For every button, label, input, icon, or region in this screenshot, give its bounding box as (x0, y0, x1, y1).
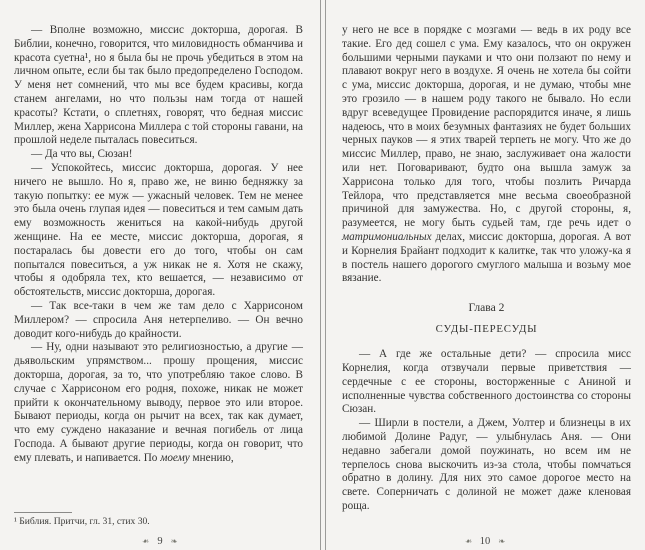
chapter-title: Глава 2 (468, 301, 505, 315)
floral-ornament-icon: ❧ (142, 536, 150, 547)
left-page-text (14, 24, 303, 466)
paragraph: — Вполне возможно, миссис докторша, дорогая. В Библии, конечно, говорится, что миловидность обманчива и красота суетна¹, но я была бы не прочь убедиться в этом на личном опыте, если бы так было предопределено Господом. У меня нет сомнений, что мы все будем красивы, когда станем ангелами, но что пользы нам тогда от нашей красоты? Кстати, о сплетнях, говорят, что бедная миссис Миллер, жена Харрисона Миллера с той стороны гавани, на прошлой неделе пыталась повеситься. (14, 24, 303, 147)
italic-word: матримониальных (342, 230, 432, 243)
paragraph: — Так все-таки в чем же там дело с Харрисоном Миллером? — спросила Аня нетерпеливо. — Он вечно доводит кого-нибудь до крайности. (14, 299, 303, 340)
left-page (0, 0, 320, 550)
paragraph-text: делах, миссис докторша, дорогая. А вот и Корнелия Брайант подходит к калитке, так что уложу-ка я в постель нашего дорогого смуглого малыша и возьму мое вязание. (342, 230, 631, 285)
right-page (325, 0, 645, 550)
page-number: 10 (479, 536, 491, 547)
floral-ornament-icon: ❧ (464, 536, 472, 547)
page-number: 9 (157, 536, 163, 547)
paragraph: — Успокойтесь, миссис докторша, дорогая. У нее ничего не вышло. Но я, право же, не виню бедняжку за такую попытку: ее муж — ужасный человек. Тем не менее это была очень глупая идея — повеситься и тем самым дать ему возможность жениться на какой-нибудь другой женщине. На ее месте, миссис докторша, дорогая, я постаралась бы довести его до того, чтобы он сам попытался повеситься, а уж никак не я. Хотя не скажу, чтобы я одобряла тех, кто вешается, — независимо от обстоятельств, миссис докторша, дорогая. (14, 161, 303, 299)
paragraph-text: — Ну, одни называют это религиозностью, а другие — дьявольским упрямством... прошу прощения, миссис докторша, дорогая, за то, что употребляю такое слово. В случае с Харрисоном его родня, похоже, никак не может прийти к окончательному выводу, первое это или второе. Бывают периоды, когда он рычит на всех, так как думает, что ему суждено наказание и вечная погибель от лица Господа. А бывают другие периоды, когда он говорит, что ему плевать, и напивается. По (14, 341, 303, 464)
italic-word: моему (160, 451, 190, 464)
paragraph-text: мнению, (189, 451, 234, 464)
footnote: ¹ Библия. Притчи, гл. 31, стих 30. (14, 516, 150, 527)
footnote-rule (14, 512, 72, 513)
paragraph-text: у него не все в порядке с мозгами — ведь в их роду все такие. Его дед сошел с ума. Ему казалось, что он окружен большими черными пауками и что они ползают по нему и плавают вокруг него в воздухе. Я очень не хотела бы сойти с ума, миссис докторша, дорогая, и не думаю, чтобы мне это грозило — в нашем роду такого не бывало. Но если вдруг всеведущее Провидение распорядится иначе, я лишь надеюсь, что в моих безумных фантазиях не будет больших черных пауков — я этих тварей терпеть не могу. Что же до миссис Миллер, право, не знаю, заслуживает она жалости или нет. Поговаривают, будто она вышла замуж за Харрисона только для того, чтобы позлить Ричарда Тейлора, что представляется мне весьма своеобразной причиной для замужества. Но, с другой стороны, я, разумеется, не могу быть судьей там, где речь идет о (342, 24, 631, 230)
floral-ornament-icon: ❧ (498, 536, 506, 547)
paragraph: — Ширли в постели, а Джем, Уолтер и близнецы в их любимой Долине Радуг, — улыбнулась Аня. — Они недавно забегали домой поужинать, но всем им не терпелось снова выскочить из-за стола, чтобы помчаться обратно в долину. Для них это самое дорогое место на свете. Соперничать с долиной не может даже кленовая роща. (342, 417, 631, 512)
paragraph (342, 24, 631, 286)
right-page-footer (325, 536, 645, 547)
chapter-subtitle: СУДЫ-ПЕРЕСУДЫ (435, 323, 538, 336)
paragraph: — А где же остальные дети? — спросила мисс Корнелия, когда отзвучали первые приветствия — сердечные с ее стороны, восторженные с Аниной и исполненные чувства собственного достоинства со стороны Сюзан. (342, 348, 631, 416)
floral-ornament-icon: ❧ (170, 536, 178, 547)
paragraph (14, 341, 303, 465)
right-page-text (342, 24, 631, 514)
paragraph: — Да что вы, Сюзан! (31, 148, 133, 161)
footnote-block (14, 512, 303, 528)
left-page-footer (0, 536, 320, 547)
